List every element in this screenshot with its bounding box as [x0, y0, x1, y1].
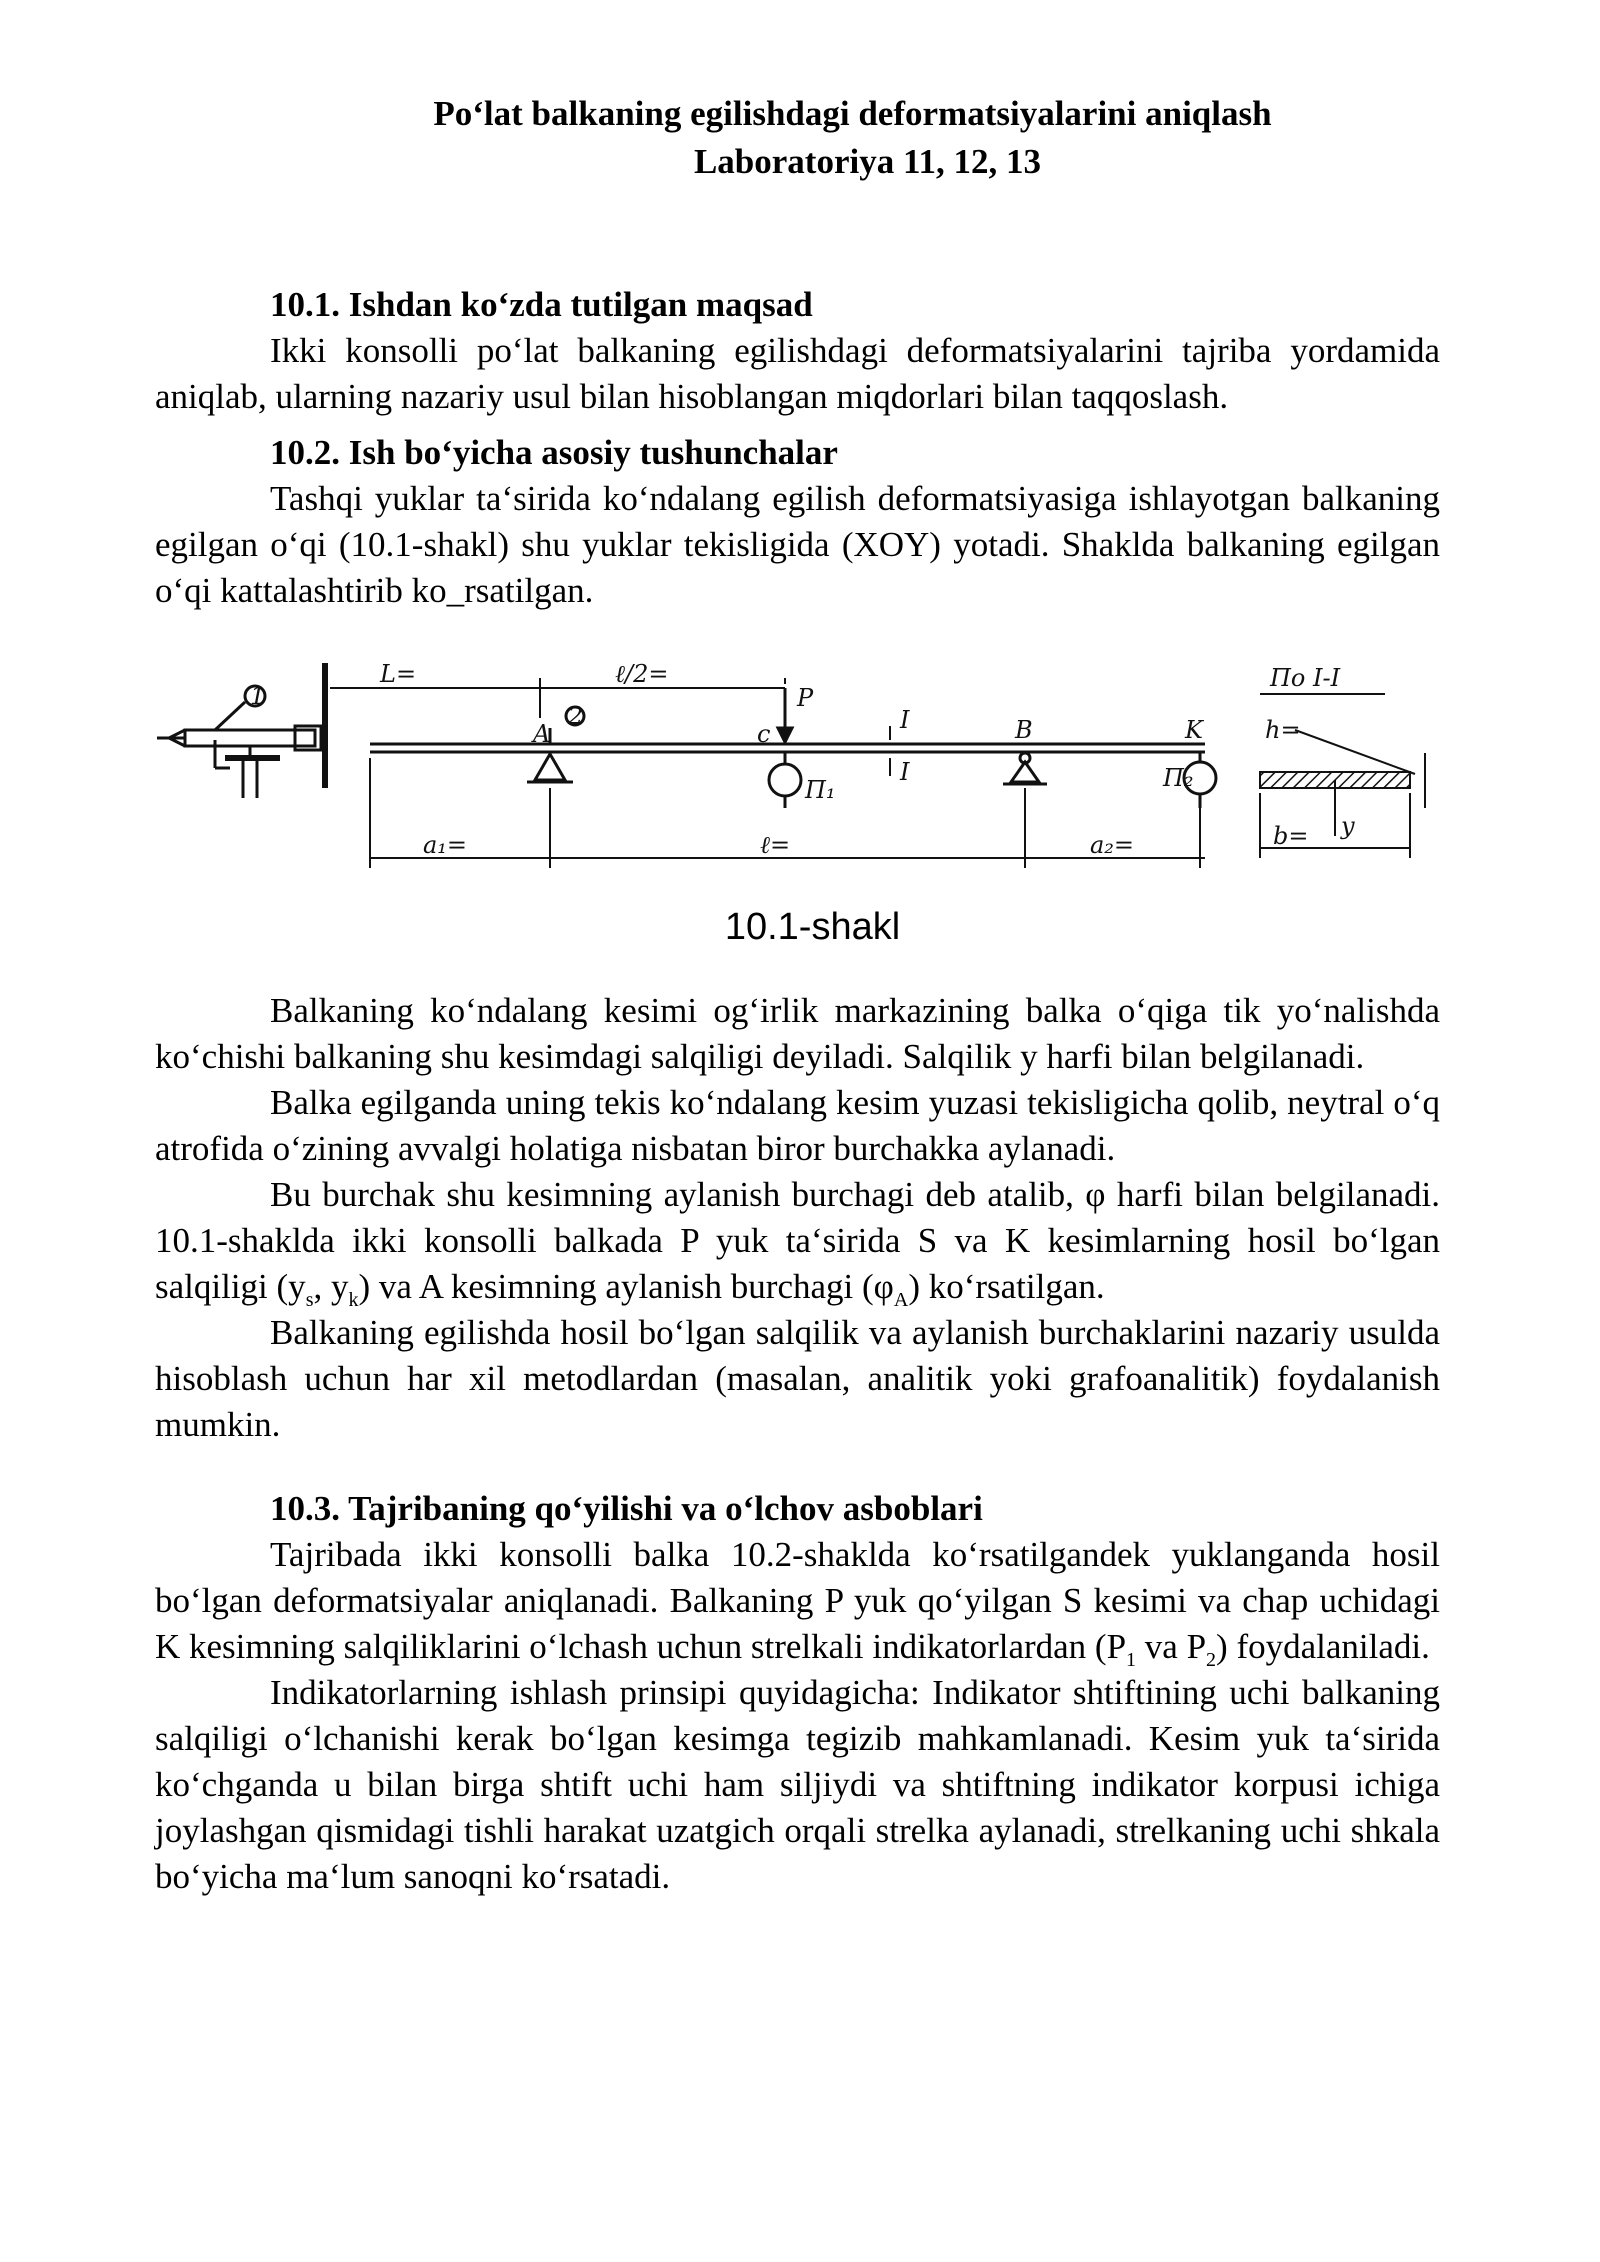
beam-figure	[155, 658, 1440, 888]
section-10-3-paragraph-1	[155, 1532, 1440, 1670]
label-h: h=	[1265, 716, 1301, 744]
p3-text-a: Bu burchak shu kesimning aylanish burchagi deb atalib, φ harfi bilan belgilanadi. 10.1-shaklda ikki konsolli balkada P yuk ta‘sirida S va K kesimlarning hosil bo‘lgan salqiligi (y	[155, 1175, 1440, 1306]
p3-sub-k: k	[348, 1289, 359, 1311]
beam-diagram	[155, 658, 1440, 888]
label-P: P	[797, 684, 814, 712]
label-section: По I-I	[1270, 664, 1341, 692]
paragraph-rotation-angle	[155, 1172, 1440, 1310]
label-circle-2: 2	[568, 702, 584, 730]
label-P1: П₁	[805, 776, 836, 804]
section-heading-10-2: 10.2. Ish bo‘yicha asosiy tushunchalar	[270, 433, 838, 472]
label-I-bottom: I	[900, 758, 910, 786]
label-A: A	[533, 720, 551, 748]
section-heading-10-3: 10.3. Tajribaning qo‘yilishi va o‘lchov asboblari	[270, 1489, 983, 1528]
s3p1-sub-2: 2	[1206, 1649, 1217, 1671]
label-I-top: I	[900, 706, 910, 734]
label-c: c	[757, 720, 771, 748]
paragraph-rotation: Balka egilganda uning tekis ko‘ndalang kesim yuzasi tekisligicha qolib, neytral o‘q atrofida o‘zining avvalgi holatiga nisbatan biror burchakka aylanadi.	[155, 1083, 1440, 1168]
section-10-2-paragraph: Tashqi yuklar ta‘sirida ko‘ndalang egilish deformatsiyasiga ishlayotgan balkaning egilgan o‘qi (10.1-shakl) shu yuklar tekisligida (XOY) yotadi. Shaklda balkaning egilgan o‘qi kattalashtirib ko_rsatilgan.	[155, 479, 1440, 610]
p3-text-b: , y	[313, 1267, 349, 1306]
label-a2: a₂=	[1090, 831, 1135, 859]
label-P2: П₂	[1163, 764, 1194, 792]
p3-text-c: ) va A kesimning aylanish burchagi (φ	[358, 1267, 894, 1306]
section-heading-10-1: 10.1. Ishdan ko‘zda tutilgan maqsad	[270, 285, 813, 324]
label-l-half: ℓ/2=	[615, 660, 669, 688]
paragraph-methods: Balkaning egilishda hosil bo‘lgan salqilik va aylanish burchaklarini nazariy usulda hisoblash uchun har xil metodlardan (masalan, analitik yoki grafoanalitik) foydalanish mumkin.	[155, 1313, 1440, 1444]
figure-caption: 10.1-shakl	[724, 906, 901, 948]
document-page	[155, 90, 1440, 1900]
paragraph-deflection-definition: Balkaning ko‘ndalang kesimi og‘irlik markazining balka o‘qiga tik yo‘nalishda ko‘chishi balkaning shu kesimdagi salqiligi deyiladi. Salqilik y harfi bilan belgilanadi.	[155, 991, 1440, 1076]
s3p1-sub-1: 1	[1126, 1649, 1137, 1671]
section-10-1-paragraph: Ikki konsolli po‘lat balkaning egilishdagi deformatsiyalarini tajriba yordamida aniqlab, ularning nazariy usul bilan hisoblangan miqdorlari bilan taqqoslash.	[155, 331, 1440, 416]
label-l: ℓ=	[760, 831, 791, 859]
p3-sub-s: s	[305, 1289, 314, 1311]
document-title: Po‘lat balkaning egilishdagi deformatsiyalarini aniqlash	[433, 94, 1272, 133]
s3p1-text: Tajribada ikki konsolli balka 10.2-shaklda ko‘rsatilgandek yuklanganda hosil bo‘lgan deformatsiyalar aniqlanadi. Balkaning P yuk qo‘yilgan S kesimi va chap uchidagi K kesimning salqiliklarini o‘lchash uchun strelkali indikatorlardan (P	[155, 1535, 1440, 1666]
label-K: K	[1185, 716, 1203, 744]
p3-text-d: ) ko‘rsatilgan.	[908, 1267, 1105, 1306]
s3p1-end: ) foydalaniladi.	[1216, 1627, 1430, 1666]
document-subtitle: Laboratoriya 11, 12, 13	[693, 142, 1042, 181]
s3p1-mid: va P	[1136, 1627, 1207, 1666]
label-y: y	[1341, 812, 1355, 840]
label-circle-1: 1	[250, 682, 266, 710]
label-B: B	[1015, 716, 1033, 744]
label-L: L=	[380, 660, 417, 688]
label-b: b=	[1273, 822, 1309, 850]
section-10-3-paragraph-2: Indikatorlarning ishlash prinsipi quyidagicha: Indikator shtiftining uchi balkaning salqiligi o‘lchanishi kerak bo‘lgan kesimga tegizib mahkamlanadi. Kesim yuk ta‘sirida ko‘chganda u bilan birga shtift uchi ham siljiydi va shtiftning indikator korpusi ichiga joylashgan qismidagi tishli harakat uzatgich orqali strelka aylanadi, strelkaning uchi shkala bo‘yicha ma‘lum sanoqni ko‘rsatadi.	[155, 1673, 1440, 1896]
p3-sub-A: A	[893, 1289, 909, 1311]
label-a1: a₁=	[423, 831, 468, 859]
